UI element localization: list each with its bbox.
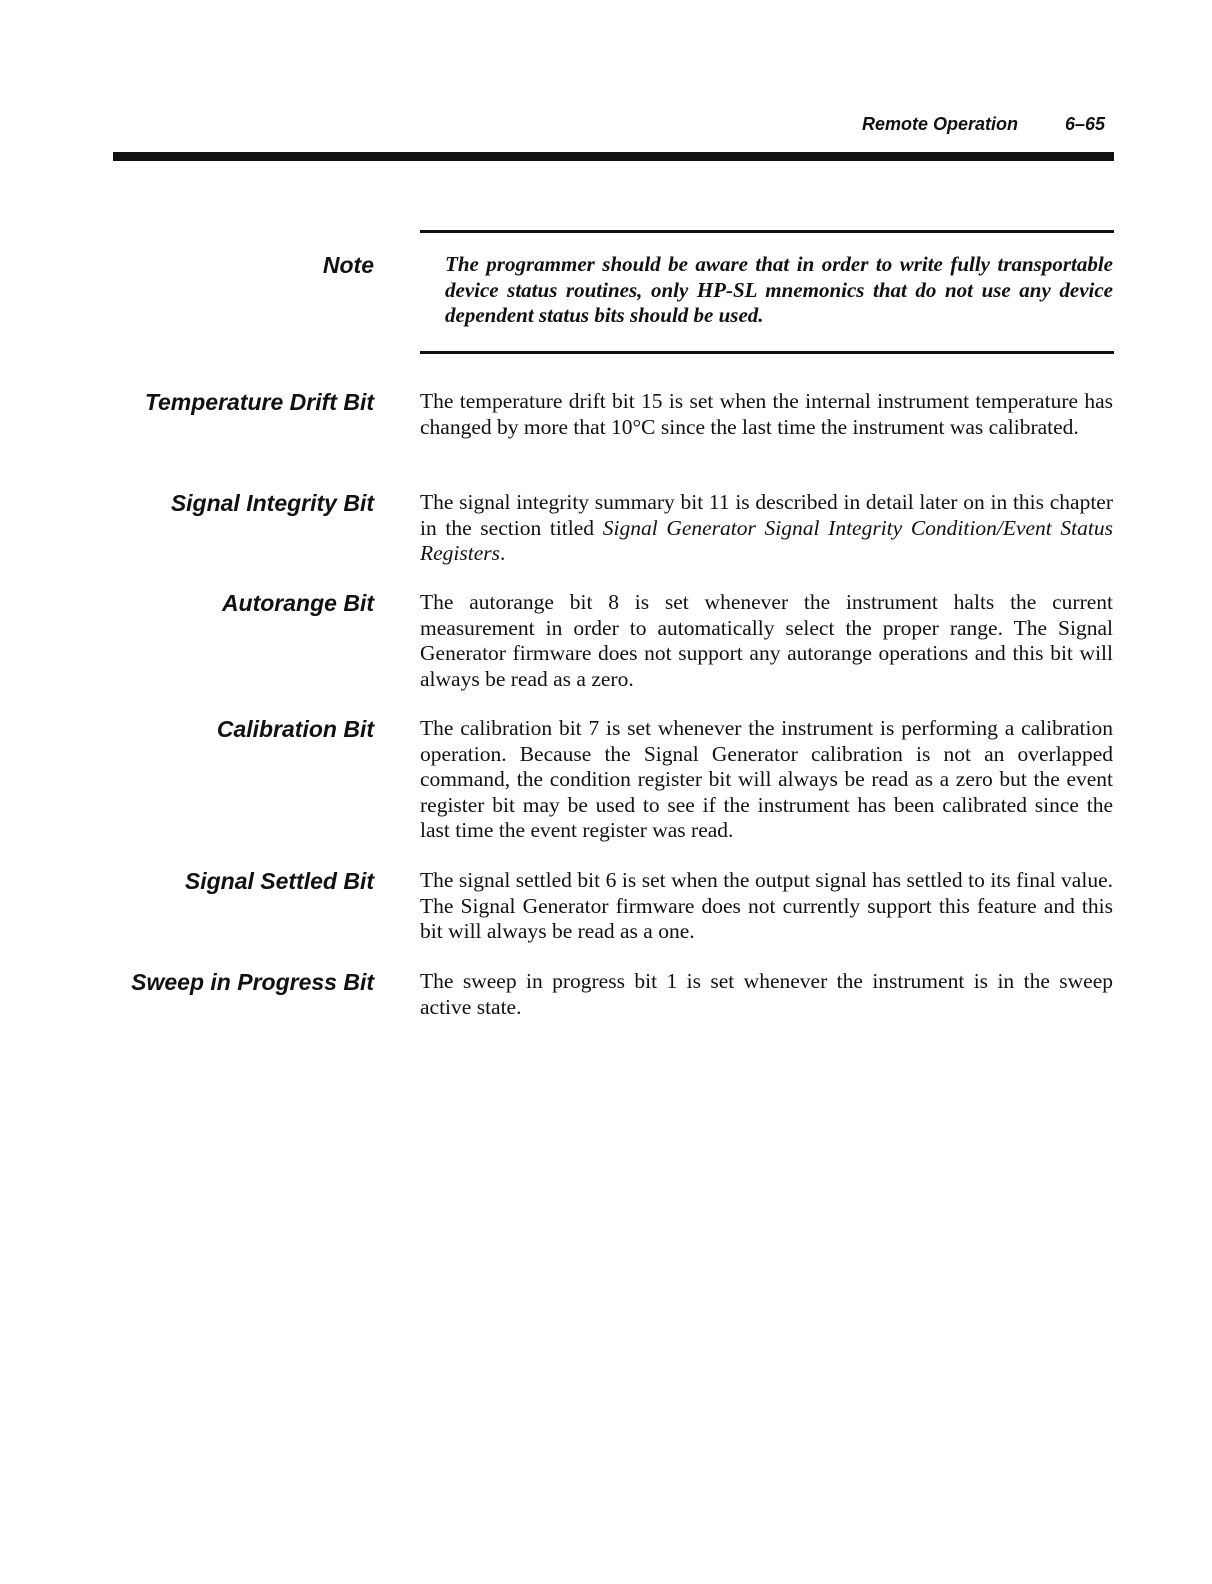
section-body: The sweep in progress bit 1 is set whenever the instrument is in the sweep active state.: [420, 969, 1113, 1019]
section-body: [420, 490, 1113, 567]
section-body-text: The signal integrity summary bit 11 is described in detail later on in this chapter in the section titled: [420, 490, 1113, 540]
note-bottom-rule: [420, 351, 1114, 354]
section-heading: Calibration Bit: [216, 716, 374, 742]
note-text: The programmer should be aware that in order to write fully transportable device status routines, only HP-SL mnemonics that do not use any device dependent status bits should be used.: [445, 252, 1113, 327]
section-body: The autorange bit 8 is set whenever the instrument halts the current measurement in order to automatically select the proper range. The Signal Generator firmware does not support any autorange operations and this bit will always be read as a zero.: [420, 590, 1113, 691]
section-heading: Sweep in Progress Bit: [131, 969, 374, 995]
note-top-rule: [420, 230, 1114, 233]
page-header: [0, 114, 1212, 140]
running-title: Remote Operation: [862, 114, 1019, 134]
section-body-text-end: .: [500, 541, 506, 565]
note-label: Note: [322, 252, 374, 278]
header-rule: [113, 152, 1114, 161]
section-reference-title: Signal Generator Signal Integrity Condition/Event Status Registers: [420, 515, 1113, 565]
section-heading: Temperature Drift Bit: [144, 389, 374, 415]
section-heading: Signal Integrity Bit: [170, 490, 374, 516]
section-heading: Autorange Bit: [221, 590, 374, 616]
section-body: The signal settled bit 6 is set when the output signal has settled to its final value. The Signal Generator firmware does not currently support this feature and this bit will always be read as a one.: [420, 868, 1113, 943]
section-body: The calibration bit 7 is set whenever the instrument is performing a calibration operation. Because the Signal Generator calibration is not an overlapped command, the condition register bit will always be read as a zero but the event register bit may be used to see if the instrument has been calibrated since the last time the event register was read.: [420, 716, 1113, 842]
section-heading: Signal Settled Bit: [184, 868, 374, 894]
page-number: 6–65: [1065, 114, 1106, 134]
section-body: The temperature drift bit 15 is set when the internal instrument temperature has changed by more that 10°C since the last time the instrument was calibrated.: [420, 389, 1113, 439]
